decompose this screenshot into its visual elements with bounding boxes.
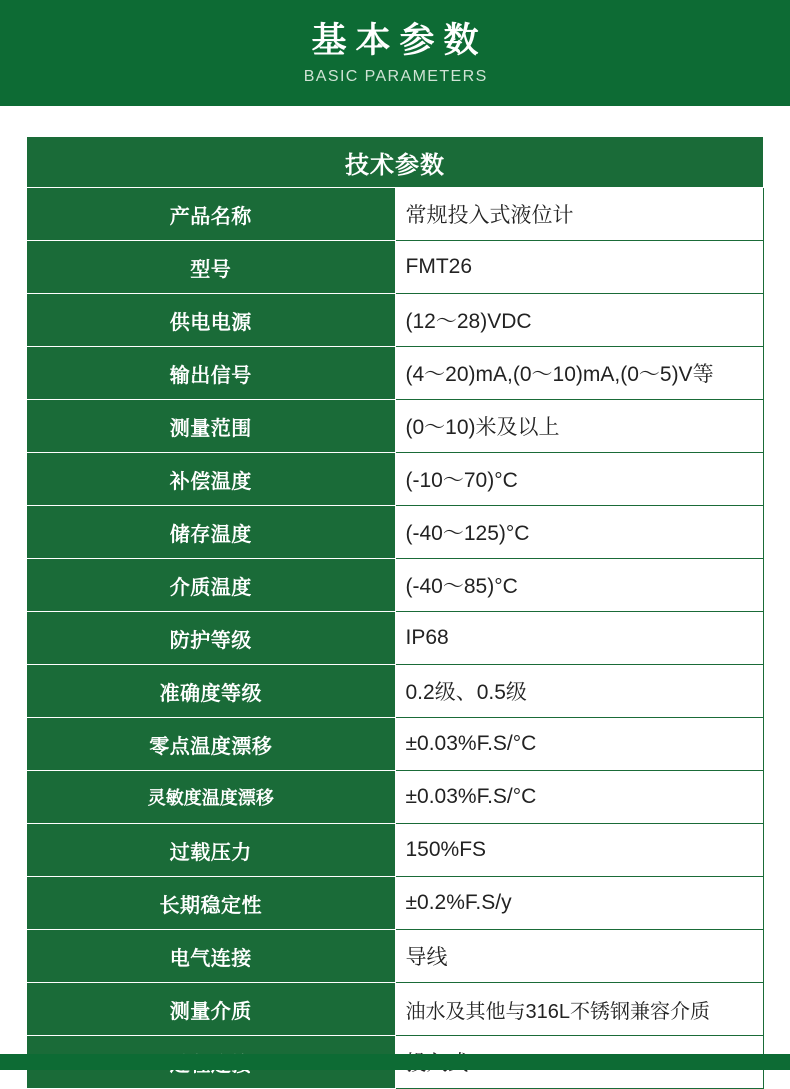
row-label: 防护等级 <box>27 612 396 665</box>
page-subtitle: BASIC PARAMETERS <box>303 68 488 85</box>
row-value: ±0.2%F.S/y <box>395 877 764 930</box>
table-row <box>27 665 764 718</box>
row-label: 储存温度 <box>27 506 396 559</box>
table-row <box>27 718 764 771</box>
row-label: 电气连接 <box>27 930 396 983</box>
row-label: 零点温度漂移 <box>27 718 396 771</box>
row-value: ±0.03%F.S/°C <box>395 718 764 771</box>
table-row <box>27 453 764 506</box>
table-row <box>27 824 764 877</box>
page-banner <box>0 0 790 106</box>
row-label: 型号 <box>27 241 396 294</box>
table-row <box>27 877 764 930</box>
row-value: 导线 <box>395 930 764 983</box>
row-value: 油水及其他与316L不锈钢兼容介质 <box>395 983 764 1036</box>
row-label: 过载压力 <box>27 824 396 877</box>
table-row <box>27 241 764 294</box>
row-label: 产品名称 <box>27 188 396 241</box>
row-value: 0.2级、0.5级 <box>395 665 764 718</box>
table-row <box>27 188 764 241</box>
table-row <box>27 294 764 347</box>
table-row <box>27 771 764 824</box>
table-row <box>27 983 764 1036</box>
row-value: (-40～85)°C <box>395 559 764 612</box>
row-label: 测量范围 <box>27 400 396 453</box>
row-label: 补偿温度 <box>27 453 396 506</box>
row-value: IP68 <box>395 612 764 665</box>
table-row <box>27 612 764 665</box>
row-value: 常规投入式液位计 <box>395 188 764 241</box>
row-value: (-40～125)°C <box>395 506 764 559</box>
table-row <box>27 559 764 612</box>
row-label: 准确度等级 <box>27 665 396 718</box>
page-title: 基本参数 <box>311 21 488 60</box>
row-value: (0～10)米及以上 <box>395 400 764 453</box>
row-label: 供电电源 <box>27 294 396 347</box>
table-row <box>27 347 764 400</box>
row-label: 输出信号 <box>27 347 396 400</box>
row-label: 介质温度 <box>27 559 396 612</box>
row-value: FMT26 <box>395 241 764 294</box>
table-row <box>27 400 764 453</box>
table-header-row <box>27 137 764 188</box>
spec-table <box>26 136 764 1089</box>
table-row <box>27 506 764 559</box>
row-label: 灵敏度温度漂移 <box>27 771 396 824</box>
row-value: ±0.03%F.S/°C <box>395 771 764 824</box>
table-row <box>27 930 764 983</box>
spec-table-wrapper <box>26 136 764 1089</box>
table-header-title: 技术参数 <box>27 137 764 188</box>
row-label: 测量介质 <box>27 983 396 1036</box>
row-label: 长期稳定性 <box>27 877 396 930</box>
row-value: (12～28)VDC <box>395 294 764 347</box>
row-value: 150%FS <box>395 824 764 877</box>
row-value: (4～20)mA,(0～10)mA,(0～5)V等 <box>395 347 764 400</box>
bottom-accent-bar <box>0 1054 790 1070</box>
row-value: (-10～70)°C <box>395 453 764 506</box>
